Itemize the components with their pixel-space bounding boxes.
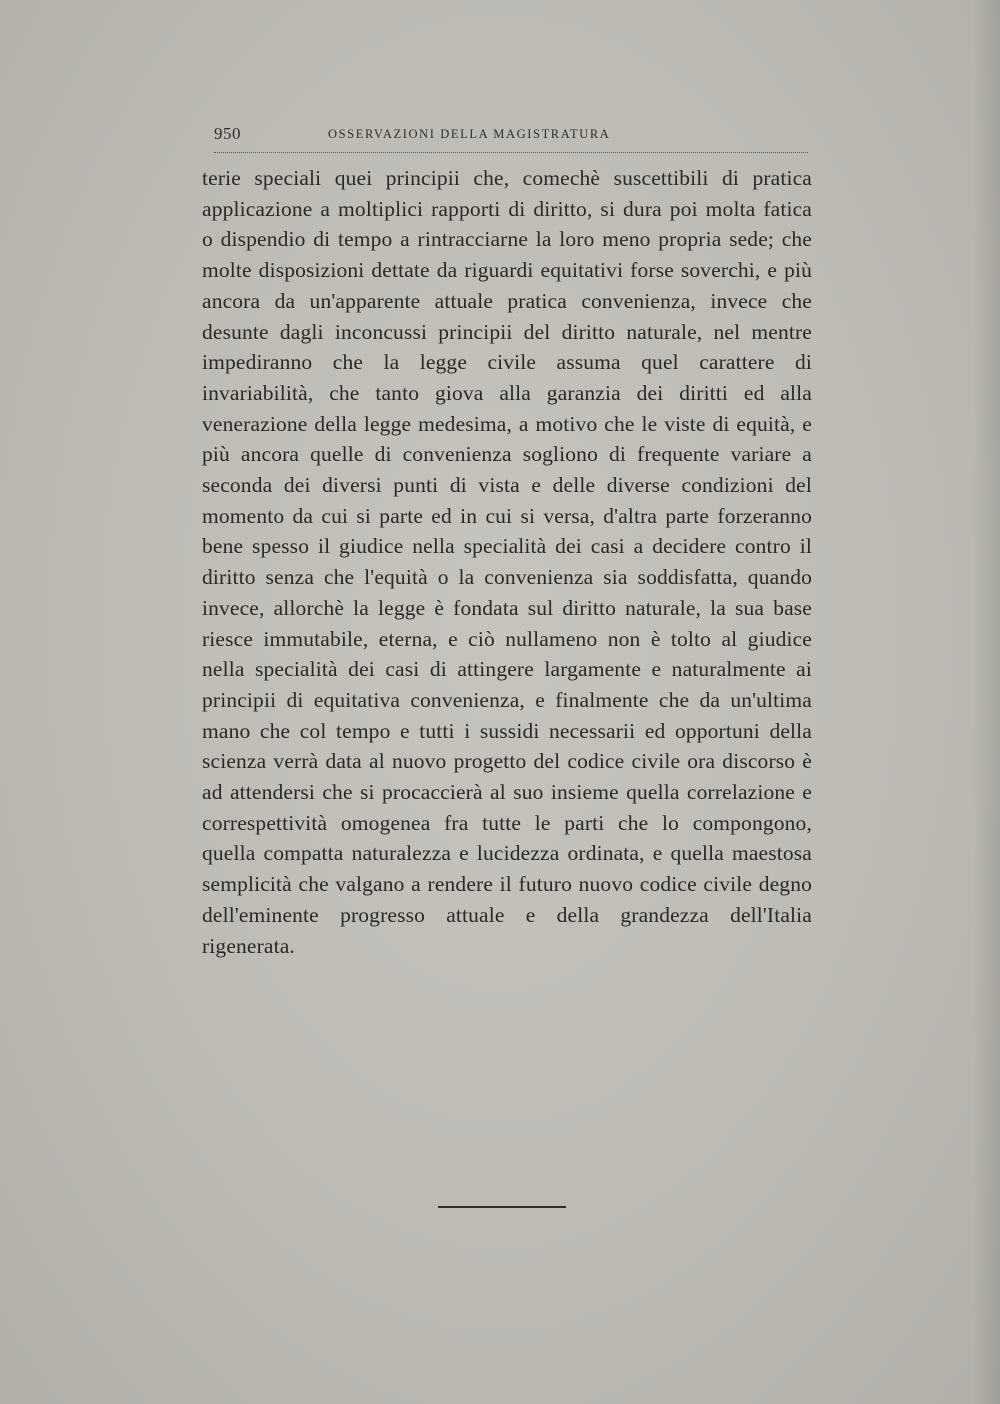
running-title: OSSERVAZIONI DELLA MAGISTRATURA [328, 127, 611, 141]
page-edge-shadow [972, 0, 1000, 1404]
body-paragraph: terie speciali quei principii che, comechè suscettibili di pratica applicazione a moltiplici rapporti di diritto, si dura poi molta fatica o dispendio di tempo a rintracciarne la loro meno propria sede; che molte disposizioni dettate da riguardi equitativi forse soverchi, e più ancora da un'apparente attuale pratica convenienza, invece che desunte dagli inconcussi principii del diritto naturale, nel mentre impediranno che la legge civile assuma quel carattere di invariabilità, che tanto giova alla garanzia dei diritti ed alla venerazione della legge medesima, a motivo che le viste di equità, e più ancora quelle di convenienza sogliono di frequente variare a seconda dei diversi punti di vista e delle diverse condizioni del momento da cui si parte ed in cui si versa, d'altra parte forzeranno bene spesso il giudice nella specialità dei casi a decidere contro il diritto senza che l'equità o la convenienza sia soddisfatta, quando invece, allorchè la legge è fondata sul diritto naturale, la sua base riesce immutabile, eterna, e ciò nullameno non è tolto al giudice nella specialità dei casi di attingere largamente e naturalmente ai principii di equitativa convenienza, e finalmente che da un'ultima mano che col tempo e tutti i sussidi necessarii ed opportuni della scienza verrà data al nuovo progetto del codice civile ora discorso è ad attendersi che si procaccierà al suo insieme quella correlazione e correspettività omogenea fra tutte le parti che lo compongono, quella compatta naturalezza e lucidezza ordinata, e quella maestosa semplicità che valgano a rendere il futuro nuovo codice civile degno dell'eminente progresso attuale e della grandezza dell'Italia rigenerata. [202, 166, 812, 958]
page-header [214, 124, 808, 152]
header-rule [214, 152, 808, 153]
end-rule [438, 1206, 566, 1208]
page-number: 950 [214, 124, 241, 143]
